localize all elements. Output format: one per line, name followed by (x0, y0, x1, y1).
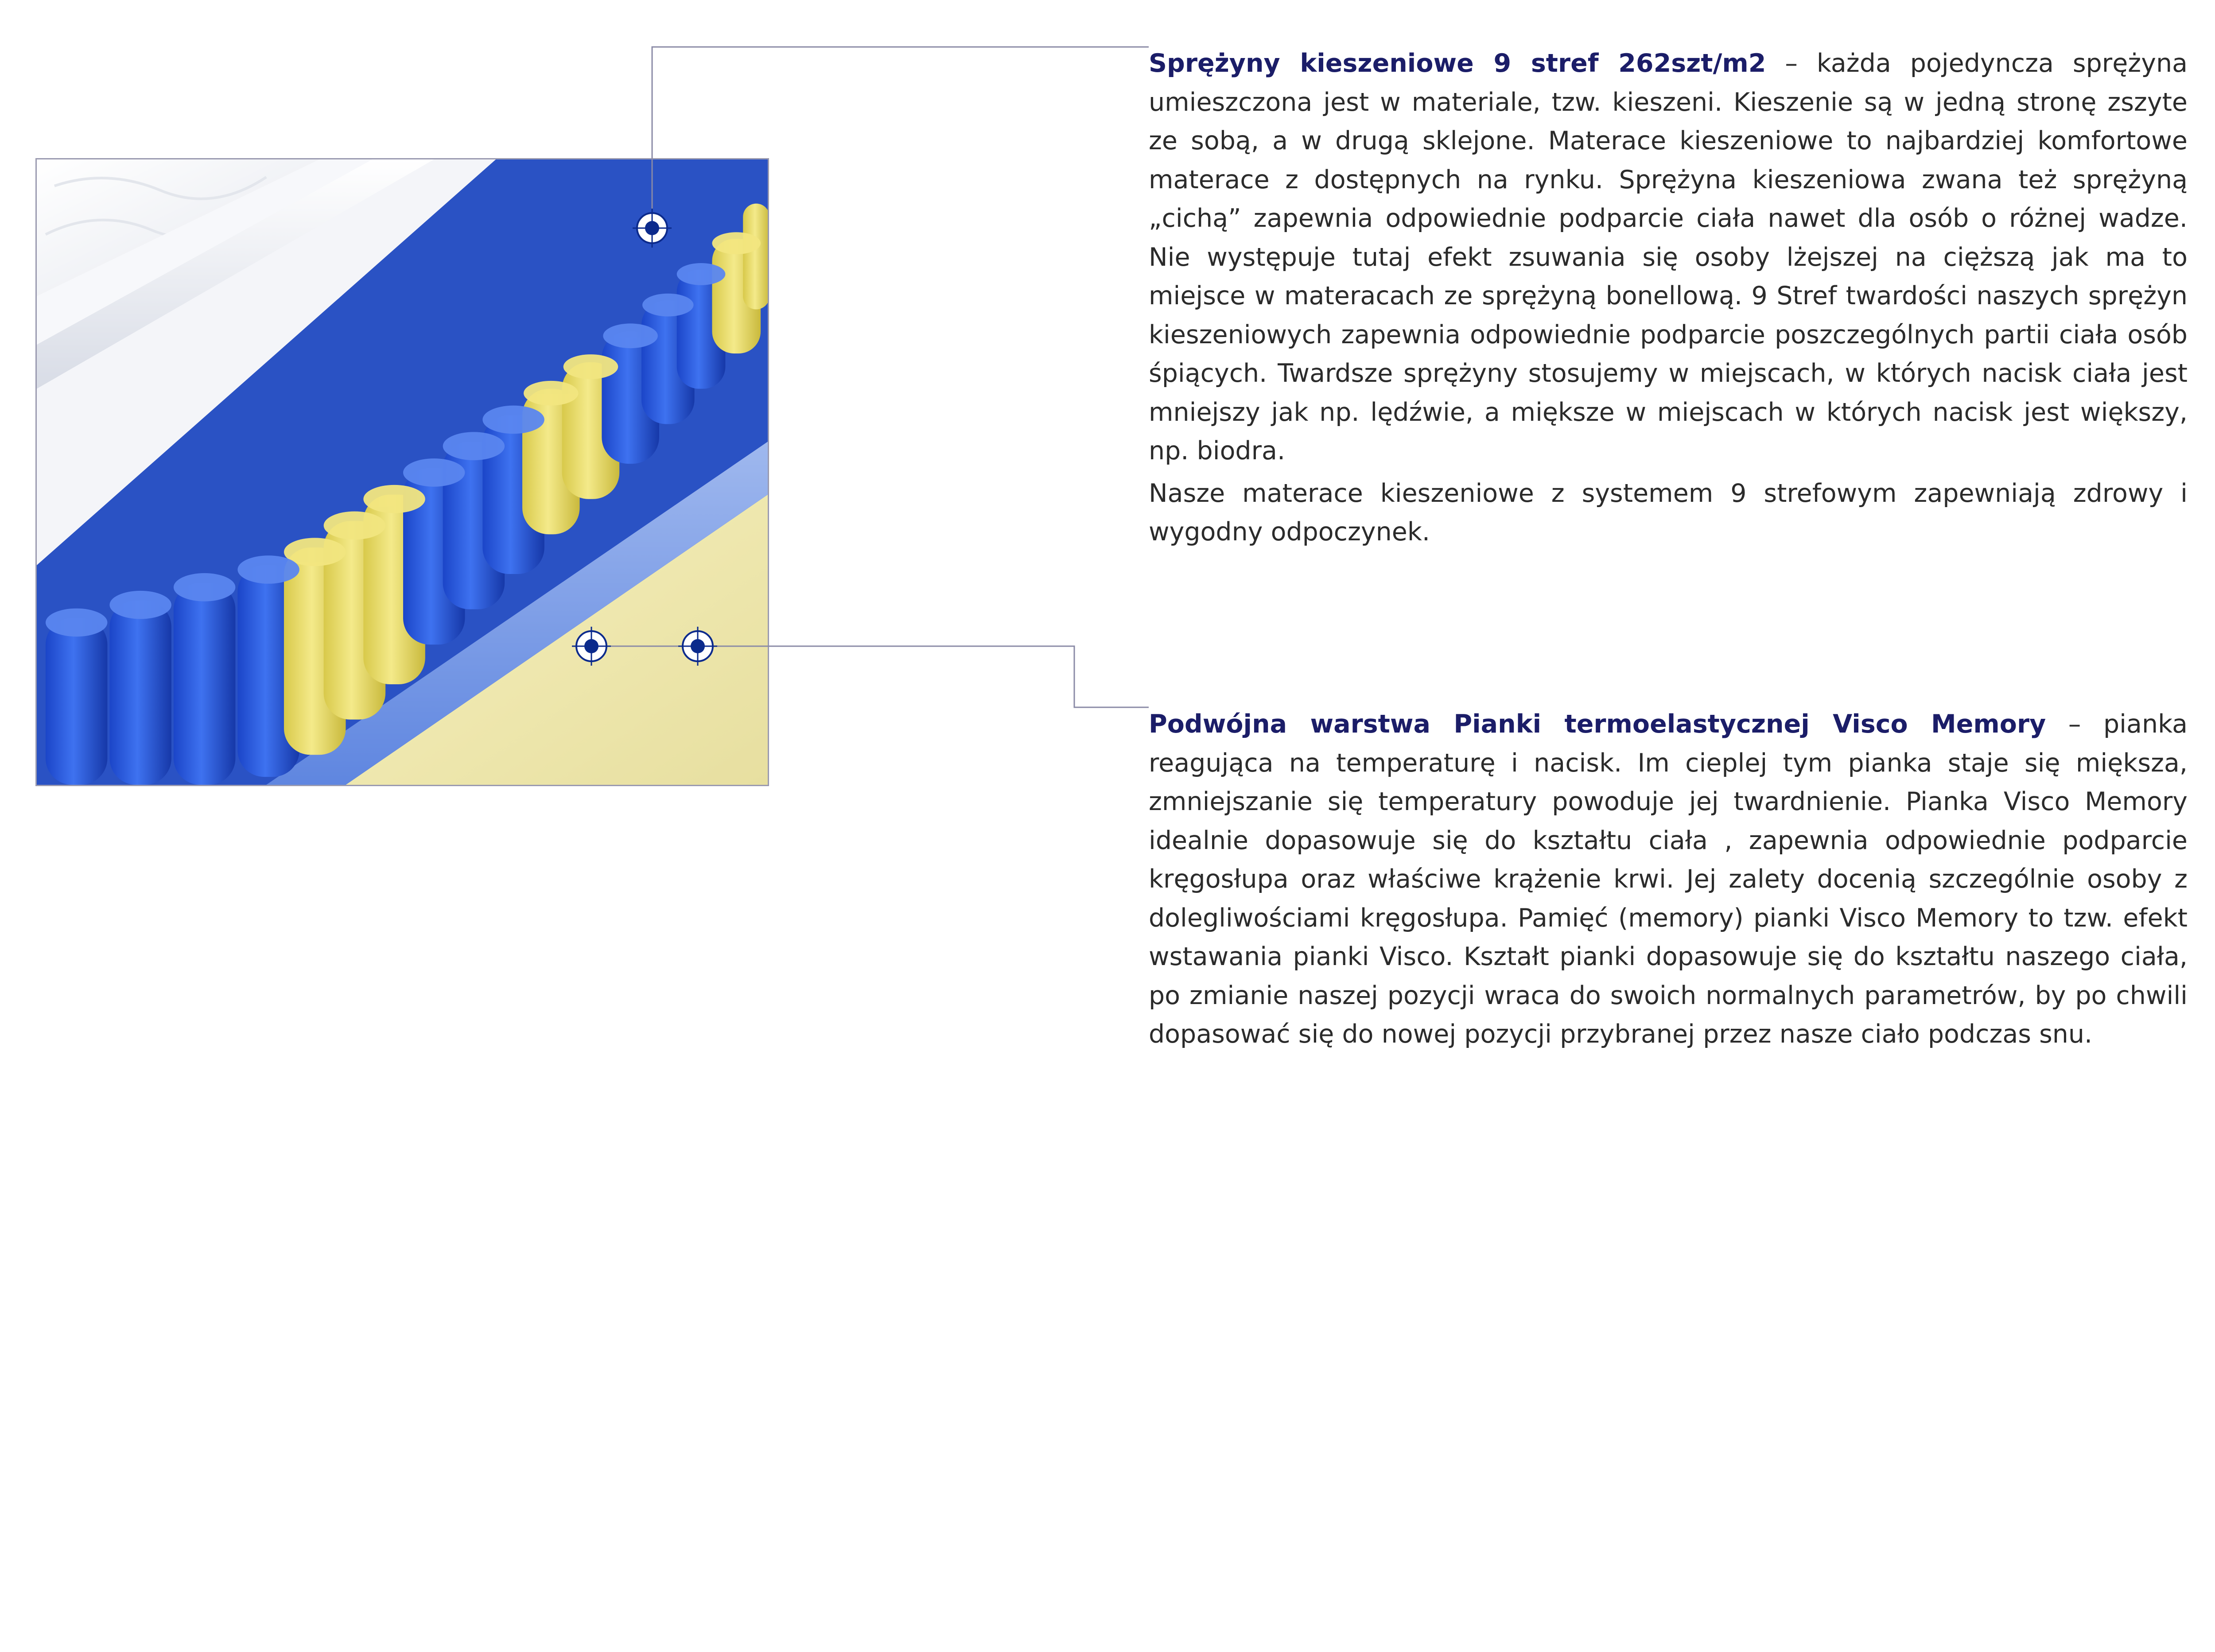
springs-description (1149, 44, 2188, 552)
springs-note: Nasze materace kieszeniowe z systemem 9 strefowym zapewniają zdrowy i wygodny odpoczynek. (1149, 478, 2188, 547)
springs-title: Sprężyny kieszeniowe 9 stref 262szt/m2 (1149, 49, 1766, 78)
foam-paragraph (1149, 705, 2188, 1054)
springs-body: – każda pojedyncza sprężyna umieszczona jest w materiale, tzw. kieszeni. Kieszenie są w jedną stronę zszyte ze sobą, a w drugą sklejone. Materace kieszeniowe to najbardziej komfortowe materace z dostępnych na rynku. Sprężyna kieszeniowa zwana też sprężyną „cichą” zapewnia odpowiednie podparcie ciała nawet dla osób o różnej wadze. Nie występuje tutaj efekt zsuwania się osoby lżejszej na cięższą jak ma to miejsce w materacach ze sprężyną bonellową. 9 Stref twardości naszych sprężyn kieszeniowych zapewnia odpowiednie podparcie poszczególnych partii ciała osób śpiących. Twardsze sprężyny stosujemy w miejscach, w których nacisk ciała jest mniejszy jak np. lędźwie, a miększe w miejscach w których nacisk jest większy, np. biodra. (1149, 49, 2188, 465)
foam-description (1149, 705, 2188, 1054)
foam-title: Podwójna warstwa Pianki termoelastycznej Visco Memory (1149, 710, 2046, 739)
foam-body: – pianka reagująca na temperaturę i nacisk. Im cieplej tym pianka staje się miększa, zmniejszanie się temperatury powoduje jej twardnienie. Pianka Visco Memory idealnie dopasowuje się do kształtu ciała , zapewnia odpowiednie podparcie kręgosłupa oraz właściwe krążenie krwi. Jej zalety docenią szczególnie osoby z dolegliwościami kręgosłupa. Pamięć (memory) pianki Visco Memory to tzw. efekt wstawania pianki Visco. Kształt pianki dopasowuje się do kształtu naszego ciała, po zmianie naszej pozycji wraca do swoich normalnych parametrów, by po chwili dopasować się do nowej pozycji przybranej przez nasze ciało podczas snu. (1149, 710, 2188, 1049)
springs-paragraph (1149, 44, 2188, 471)
mattress-cross-section-image (35, 158, 769, 786)
